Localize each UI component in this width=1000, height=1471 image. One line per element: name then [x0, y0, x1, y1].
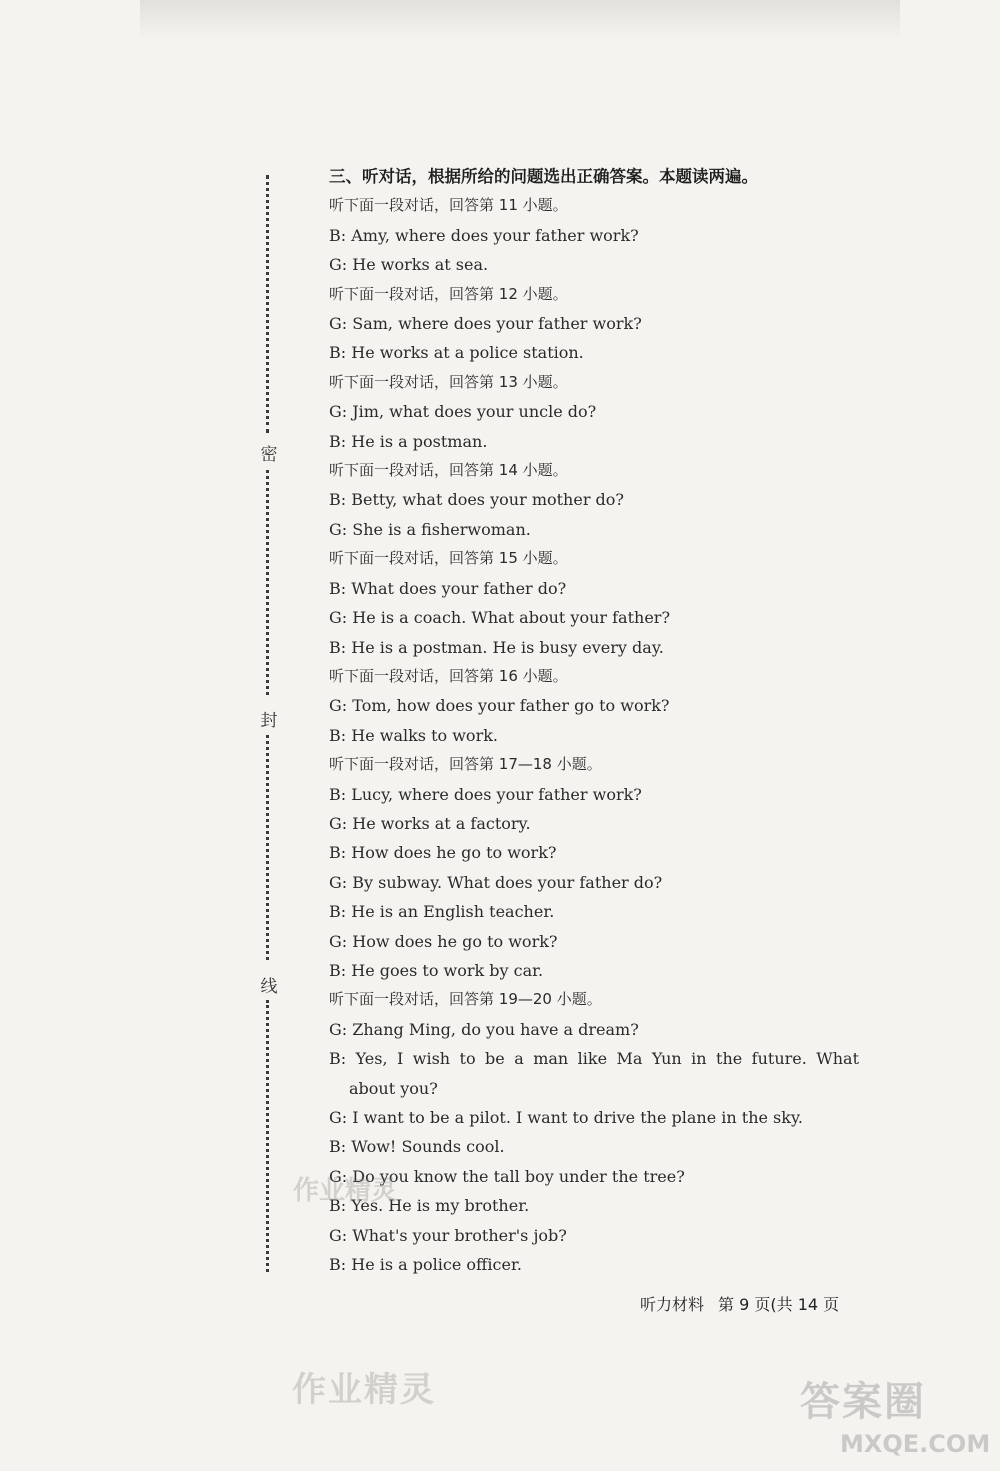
dialogue-line: B: He goes to work by car.: [329, 960, 544, 980]
scan-smudge: [140, 0, 900, 40]
dialogue-line: G: He is a coach. What about your father?: [329, 608, 671, 628]
faint-stamp-large: 作业精灵: [292, 1370, 436, 1410]
dialogue-lines: [329, 191, 869, 1279]
dialogue-line: B: What does your father do?: [329, 578, 567, 598]
dialogue-line: B: He walks to work.: [329, 725, 498, 745]
listening-script: [329, 162, 869, 1279]
binding-dotted-line: [266, 735, 269, 960]
dialogue-line: G: Tom, how does your father go to work?: [329, 696, 670, 716]
question-intro: 听下面一段对话，回答第 16 小题。: [329, 666, 568, 685]
dialogue-line: G: I want to be a pilot. I want to drive the plane in the sky.: [329, 1108, 803, 1127]
page-footer: [640, 1292, 853, 1315]
dialogue-line: G: She is a fisherwoman.: [329, 519, 531, 539]
section-heading: 三、听对话，根据所给的问题选出正确答案。本题读两遍。: [329, 167, 758, 186]
question-intro: 听下面一段对话，回答第 13 小题。: [329, 372, 568, 391]
dialogue-line: G: Zhang Ming, do you have a dream?: [329, 1019, 639, 1039]
dialogue-line: B: He is a postman. He is busy every day.: [329, 637, 664, 657]
footer-page-number: 第 9 页(共 14 页: [718, 1295, 840, 1314]
binding-mark-seal2: 封: [260, 711, 278, 731]
question-intro: 听下面一段对话，回答第 12 小题。: [329, 284, 568, 303]
dialogue-line: G: How does he go to work?: [329, 931, 558, 951]
question-intro: 听下面一段对话，回答第 19—20 小题。: [329, 990, 602, 1009]
dialogue-line: B: He is a postman.: [329, 431, 488, 451]
faint-stamp: 作业精灵: [293, 1176, 398, 1206]
dialogue-line: B: Lucy, where does your father work?: [329, 784, 642, 804]
watermark-logo-text: 答案圈: [800, 1379, 926, 1425]
dialogue-line: B: He is a police officer.: [329, 1255, 522, 1275]
site-watermark: [800, 1370, 990, 1465]
dialogue-line: B: Yes. He is my brother.: [329, 1196, 530, 1216]
dialogue-line: B: He works at a police station.: [329, 343, 584, 363]
dialogue-line: B: Betty, what does your mother do?: [329, 490, 625, 510]
question-intro: 听下面一段对话，回答第 11 小题。: [329, 196, 568, 215]
dialogue-line: G: He works at a factory.: [329, 813, 531, 833]
dialogue-line: B: Yes, I wish to be a man like Ma Yun in the future. What: [329, 1049, 859, 1069]
question-intro: 听下面一段对话，回答第 15 小题。: [329, 549, 568, 568]
binding-dotted-line: [266, 175, 269, 433]
binding-mark-line: 线: [260, 977, 278, 997]
dialogue-line: about you?: [349, 1078, 438, 1098]
binding-mark-seal: 密: [260, 445, 278, 465]
dialogue-line: G: Sam, where does your father work?: [329, 314, 642, 334]
question-intro: 听下面一段对话，回答第 14 小题。: [329, 461, 568, 480]
dialogue-line: B: Amy, where does your father work?: [329, 225, 639, 245]
dialogue-line: G: By subway. What does your father do?: [329, 872, 663, 892]
binding-dotted-line: [266, 470, 269, 695]
question-intro: 听下面一段对话，回答第 17—18 小题。: [329, 755, 602, 774]
dialogue-line: G: He works at sea.: [329, 255, 489, 275]
dialogue-line: G: Do you know the tall boy under the tree?: [329, 1166, 685, 1186]
dialogue-line: B: He is an English teacher.: [329, 902, 555, 922]
dialogue-line: B: Wow! Sounds cool.: [329, 1137, 505, 1157]
watermark-url: MXQE.COM: [840, 1430, 991, 1458]
dialogue-line: G: What's your brother's job?: [329, 1225, 567, 1245]
binding-dotted-line: [266, 1000, 269, 1272]
dialogue-line: B: How does he go to work?: [329, 843, 557, 863]
dialogue-line: G: Jim, what does your uncle do?: [329, 402, 597, 422]
footer-label: 听力材料: [640, 1295, 705, 1314]
